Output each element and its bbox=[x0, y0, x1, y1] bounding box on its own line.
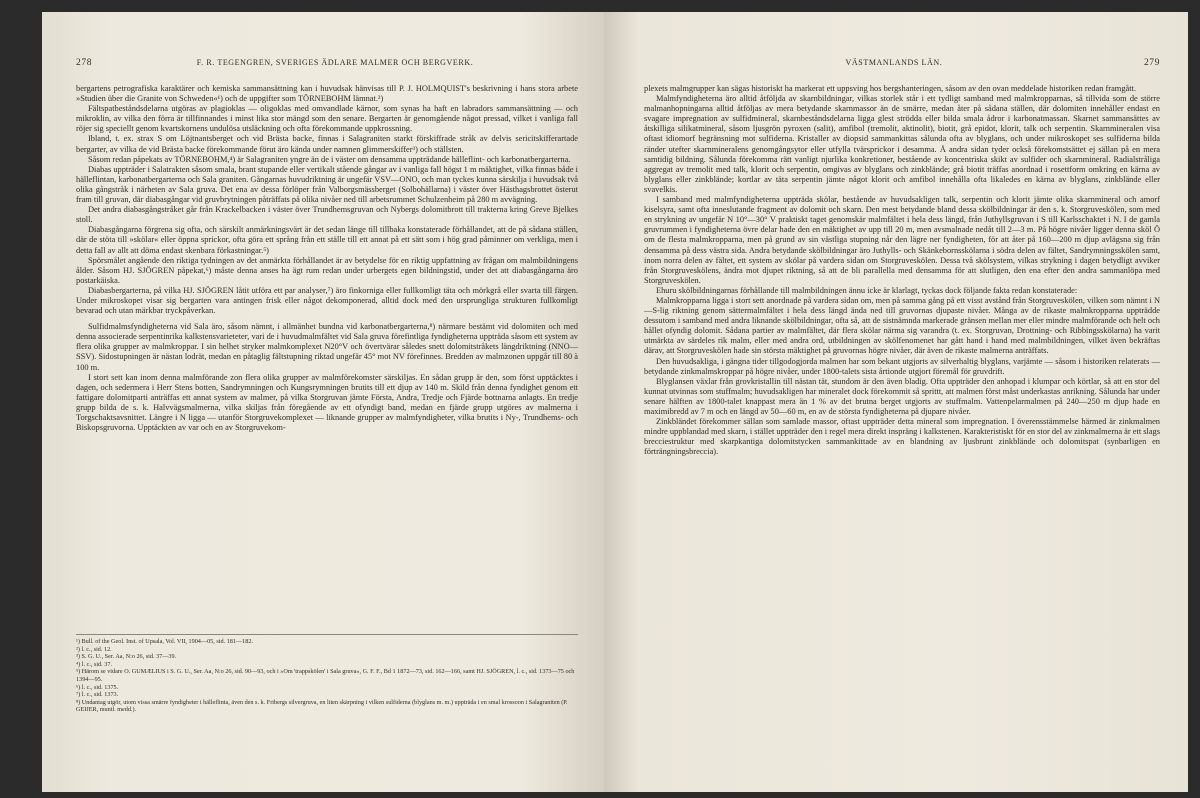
footnote: ³) S. G. U., Ser. Aa, N:o 26, sid. 37—39. bbox=[76, 653, 177, 661]
paragraph: Malmfyndigheterna äro alltid åtföljda av skarnbildningar, vilkas storlek står i ett tydligt samband med malmkropparnas, så tillvida som de större malmanhopningarna alltid åtföljas av mera betydande skarnmassor än de smärre, medan åter på sådana ställen, där dolomiten innehåller endast en svagare impregnation av sulfidmineral, skarnbeståndsdelarna ligga glest strödda eller bilda smala ådror i karbonatmassan. Skarnet sammansättes av åtskilliga silikatmineral, såsom ljusgrön pyroxen (salit), amfibol (tremolit, aktinolit), biotit, grå epidot, klorit, talk och serpentin. Skarnmineralen visa oftast idiomorf begränsning mot sulfiderna. Kristaller av diopsid sammankittas sålunda ofta av blyglans, och under mikroskopet ses sulfiderna bilda ränder utefter skarnmineralens genomgångsytor eller utfylla tvärsprickor i desamma. Å andra sidan tyder också förekomstsättet ej sällan på en mera samtidig bildning. Sålunda förekomma rätt vanligt njurlika konkretioner, bestående av koncentriska skikt av sulfider och skarnmineral. Radialstråliga aggregat av tremolit med talk, klorit och serpentin, omgivas av blyglans och zinkblände; grå biotit träffas anordnad i rosettform omkring en kärna av blyglans eller zinkblände; kortlar av täta serpentin jämte något klorit och amfibol innehålla ofta likaledes en kärna av blyglans, zinkblände eller svavelkis. bbox=[644, 94, 1160, 194]
paragraph: Diabas uppträder i Salatrakten såsom smala, brant stupande eller vertikalt stående gångar av i vanliga fall högst 1 m mäktighet, vilka finnas både i hälleflintan, karbonatbergarterna och Sala graniten. Gångarnas huvudriktning är ungefär VSV—ONO, och man tyckes kunna särskilja i huvudsak två olika gångstråk i närheten av Sala gruva. Det ena av dessa förlöper från Valborgsmässberget (Solbohällarna) i väster över Hästhagsbrottet österut fram till gruvan, där diabasgångar vid gruvbrytningen påträffats på olika nivåer ned till arbetsrummet Schulzenheim på 280 m avvägning. bbox=[76, 164, 578, 205]
footnote: ⁶) l. c., sid. 1375. bbox=[76, 683, 119, 691]
paragraph: bergartens petrografiska karaktärer och kemiska sammansättning kan i huvudsak hänvisas till P. J. HOLMQUIST's beskrivning i hans stora arbete »Studien über die Granite von Schweden«¹) och de uppgifter som TÖRNEBOHM lämnat.²) bbox=[76, 84, 578, 104]
footnote: ²) l. c., sid. 12. bbox=[76, 645, 112, 653]
footnote: ⁴) l. c., sid. 37. bbox=[76, 660, 113, 668]
paragraph: Blyglansen växlar från grovkristallin till nästan tät, stundom är den även bladig. Ofta uppträder den anhopad i klumpar och körtlar, så att en stor del kunnat utvinnas som stuffmalm; huvudsakligen har mineralet dock förekommit så sprittt, att malmen först måst underkastas anrikning. Sålunda har under senare hälften av 1800-talet knappast mera än 1 % av det brutna berget utgjorts av stuffmalm. Vattenpelarmalmen på 240—250 m djup hade en maximibredd av 7 m och en längd av 50—60 m, en av de största fyndigheterna på djupare nivåer. bbox=[644, 376, 1160, 416]
footnote: ⁷) l. c., sid. 1373. bbox=[76, 691, 119, 699]
paragraph: Sulfidmalmsfyndigheterna vid Sala äro, såsom nämnt, i allmänhet bundna vid karbonatbergarterna,⁸) närmare bestämt vid dolomiten och med denna associerade serpentinrika kalkstensvarieteter, vari de i huvudmalmfältet vid Sala gruva förefintliga fyndigheterna uppträda såsom ett system av flera olika grupper av malmkroppar. I sin helhet stryker malmkomplexet N20°V och övertvärar således snett dolomitstråkets längdriktning (NNO—SSV). Sidostupningen är nästan lodrät, medan en påtaglig fältstupning riktad ungefär 45° mot NV förefinnes. Bredden av malmzonen uppgår till 80 à 100 m. bbox=[76, 322, 578, 372]
footnote: ¹) Bull. of the Geol. Inst. of Upsala, Vol. VII, 1904—05, sid. 181—182. bbox=[76, 638, 253, 645]
left-running-head bbox=[76, 58, 578, 68]
left-page bbox=[42, 12, 604, 792]
left-page-number: 278 bbox=[76, 58, 93, 68]
paragraph: Fältspatbeståndsdelarna utgöras av plagioklas — oligoklas med omvandlade kärnor, som synas ha haft en labradors sammansättning — och mikroklin, av vilka den förra är tillfinnandes i minst lika stor mängd som den senare. Bergarten är genomgående något pressad, vilket i vanliga fall röjer sig speciellt genom kvartskornens undulösa utsläckning och ofta förekommande uppkrossning. bbox=[76, 104, 578, 134]
right-running-title: VÄSTMANLANDS LÄN. bbox=[845, 58, 943, 67]
paragraph: plexets malmgrupper kan sägas historiskt ha markerat ett uppsving hos bergshanteringen, såsom av den ovan meddelade historiken redan framgått. bbox=[644, 84, 1136, 93]
paragraph: Ehuru skölbildningarnas förhållande till malmbildningen ännu icke är klarlagt, tyckas dock följande fakta redan konstaterade: bbox=[656, 285, 1078, 295]
paragraph: Zinkbländet förekommer sällan som samlade massor, oftast uppträder detta mineral som impregnation. I överensstämmelse härmed är zinkmalmen mindre uppblandad med skarn, i stället uppträder den i regel mera direkt inspräng i kalkstenen. Karakteristiskt för en stor del av zinkmalmerna är ett slags brecciestruktur med skarpkantiga dolomitstycken sammankittade av en blandning av ljusbrunt zinkblände och dolomitspat (synbarligen en förträngningsbreccia). bbox=[644, 417, 1160, 457]
paragraph: I stort sett kan inom denna malmförande zon flera olika grupper av malmförekomster särskiljas. En sådan grupp är den, som först upptäcktes i dagen, och sedermera i Herr Stens botten, Sandrymningen och Kungsrymningen brutits till ett djup av 140 m. Skild från denna fyndighet genom ett fattigare dolomitparti anträffas ett annat system av malmer, på vilka Storgruvan jämte Första, Andra, Tredje och Fjärde bottnarna anlagts. En tredje grupp bilda de s. k. Halvvägsmalmerna, vilka skiljas från föregående av ett ofyndigt band, medan en fjärde grupp utgöres av malmerna i Torgschaktsavsnittet. Längre i N ligga — utanför Storgruvekomplexet — liknande grupper av malmfyndigheter, vilka brutits i Ny-, Trundhems- och Biskopsgruvorna. Upptäckten av var och en av Storgruvekom- bbox=[76, 372, 578, 433]
right-running-head bbox=[644, 58, 1160, 68]
paragraph: Diabasbergarterna, på vilka HJ. SJÖGREN låtit utföra ett par analyser,⁷) äro finkorniga eller fullkomligt täta och mörkgrå eller svarta till färgen. Under mikroskopet visar sig bergarten vara antingen frisk eller något dekomponerad, alltid dock med den ursprungliga strukturen fullkomligt bevarad och utan märkbar tryckpåverkan. bbox=[76, 285, 578, 316]
paragraph: Såsom redan påpekats av TÖRNEBOHM,⁴) är Salagraniten yngre än de i väster om densamma uppträdande hälleflint- och karbonatbergarterna. bbox=[88, 154, 571, 164]
paragraph: Det andra diabasgångstråket går från Krackelbacken i väster över Trundhemsgruvan och Nybergs dolomitbrott till trakterna kring Greve Bjelkes stoll. bbox=[76, 205, 578, 225]
right-body-text bbox=[644, 84, 1160, 457]
paragraph: Spörsmålet angående den riktiga tydningen av det anmärkta förhållandet är av betydelse för en riktig uppfattning av frågan om malmbildningens ålder. Såsom HJ. SJÖGREN påpekat,⁶) måste denna anses ha ägt rum redan under urbergets egen bildningstid, under det att diabasgångarna äro postarkäiska. bbox=[76, 255, 578, 285]
footnotes bbox=[76, 634, 578, 714]
paragraph: Diabasgångarna förgrena sig ofta, och särskilt anmärkningsvärt är det sedan länge till tillbaka konstaterade förhållandet, att de på sådana ställen, där de stöta till »skölar« eller öppna sprickor, ofta göra ett språng från ett ställe till ett annat på ett sätt som i hög grad påminner om verkliga, men i detta fall av allt att döma endast skenbara förkastningar.⁵) bbox=[76, 225, 578, 255]
paragraph: Ibland, t. ex. strax S om Löjtnantsberget och vid Brästa backe, finnas i Salagraniten starkt förskiffrade stråk av delvis sericitskifferartade bergarter, av vilka de vid Brästa backe förekommande förut äro kända under namnen glimmerskiffer³) och ställsten. bbox=[76, 134, 578, 154]
footnote: ⁸) Undantag utgör, utom vissa smärre fyndigheter i hälleflinta, även den s. k. Fribergs silvergruva, en liten skärpning i vilken sulfiderna (blyglans m. m.) uppträda i en smal krossoon i Salagraniten (P. GEIJER, muntl. medd.). bbox=[76, 698, 568, 714]
footnote: ⁵) Härom se vidare O. GUMÆLIUS i S. G. U., Ser. Aa, N:o 26, sid. 90—93, och i »Om 'trappskölen' i Sala gruva», G. F. F., Bd 1 1872—73, sid. 162—166, samt HJ. SJÖGREN, l. c., sid. 1373—75 och 1394—95. bbox=[76, 668, 575, 683]
right-page-number: 279 bbox=[1143, 58, 1160, 68]
book-spread bbox=[42, 12, 1188, 792]
left-running-title: F. R. TEGENGREN, SVERIGES ÄDLARE MALMER OCH BERGVERK. bbox=[196, 58, 474, 67]
paragraph: Malmkropparna ligga i stort sett anordnade på vardera sidan om, men på samma gång på ett visst avstånd från Storgruveskölen, vilken som nämnt i N—S-lig riktning genom sättermalmfältet i hela dess längd ända ned till gruvornas djupaste nivåer. Många av de rikaste malmkropparna uppträdde dessutom i samband med andra liknande skölbildningar, ofta så, att de sistnämnda markerade gränsen mellan mer eller mindre malmförande och helt och hållet ofyndig dolomit. Sådana partier av malmfältet, där flera skölar närma sig varandra (t. ex. Storgruvan, Drottning- och Ribbingsskölarna) ha varit utmärkta av särdeles rik malm, eller med andra ord, utbildningen av skölfenomenet har gått hand i hand med malmbildningen, vilket även bekräftas därav, att Storgruveskölen hade sin största mäktighet på gruvornas högre nivåer, där även de rikaste malmerna anträffats. bbox=[644, 295, 1160, 356]
paragraph: Den huvudsakliga, i gängna tider tillgodogjorda malmen har som bekant utgjorts av silverhaltig blyglans, varjämte — såsom i historiken relaterats — betydande zinkmalmskroppar på högre nivåer, under 1800-talets sista årtionde utgjort föremål för gruvdrift. bbox=[644, 356, 1160, 376]
paragraph: I samband med malmfyndigheterna uppträda skölar, bestående av huvudsakligen talk, serpentin och klorit jämte olika skarnmineral och amorf kiselsyra, samt ofta inneslutande fragment av dolomit och skarn. Den mest betydande bland dessa skölbildningar är den s. k. Storgruveskölen, som med en strykning av ungefär N 10°—30° V praktiskt taget genomskär malmfältet i hela dess längd, från Juthyllsgruvan i S till Karlsschaktet i N. I de gamla gruvrummen i fyndigheterna övre delar hade den en mäktighet av upp till 20 m, men avsmalnade nedåt till 2—3 m. På högre nivåer ligger denna sköl Ö om de flesta malmkropparna, men på grund av sin västliga stupning når den lägre ner fyndigheten, för att åter på 160—200 m djup avlägsna sig från densamma på dess västra sida. Andra betydande skölbildningar äro Juthylls- och Skänkebornsskölarna i södra delen av fältet, Sandrymningsskölen samt, inom norra delen av fältet, ett system av skölar på vardera sidan om Storgruveskölen. Dessa två skölsystem, vilkas strykning i dagen betydligt avviker från Storgruveskölens, ändra mot djupet riktning, så att de bli parallella med densamma för att slutligen, den ena efter den andra sammanlöpa med Storgruveskölen. bbox=[644, 195, 1160, 285]
right-page bbox=[604, 12, 1188, 792]
left-body-text bbox=[76, 84, 578, 433]
